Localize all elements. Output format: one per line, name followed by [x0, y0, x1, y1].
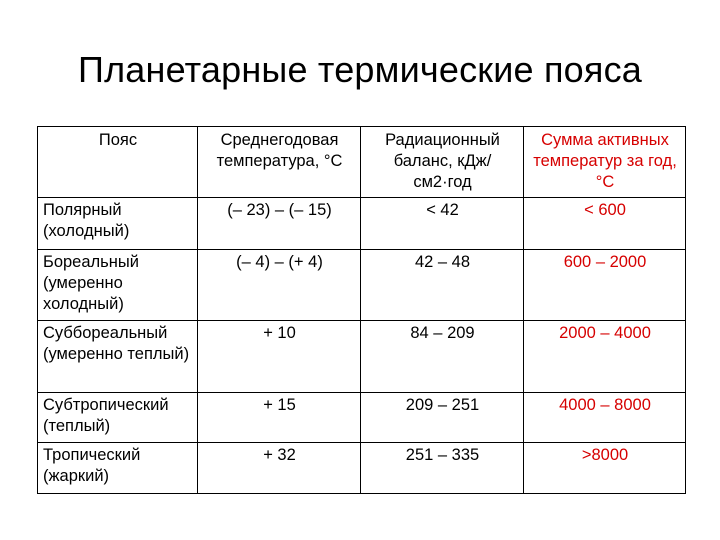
belt-name: Суббореальный (умеренно теплый): [38, 321, 198, 393]
avg-temperature: (– 4) – (+ 4): [198, 250, 361, 321]
radiation-balance: < 42: [361, 198, 524, 250]
header-active-temperature-sum: Сумма активных температур за год, °С: [524, 127, 686, 198]
belt-name: Субтропический (теплый): [38, 393, 198, 443]
thermal-belts-table: [37, 126, 686, 494]
radiation-balance: 209 – 251: [361, 393, 524, 443]
active-temperature-sum: < 600: [524, 198, 686, 250]
belt-name: Полярный (холодный): [38, 198, 198, 250]
header-belt: Пояс: [38, 127, 198, 198]
avg-temperature: (– 23) – (– 15): [198, 198, 361, 250]
table-row: [38, 250, 686, 321]
table-row: [38, 443, 686, 494]
table-row: [38, 321, 686, 393]
belt-name: Тропический (жаркий): [38, 443, 198, 494]
active-temperature-sum: 4000 – 8000: [524, 393, 686, 443]
table-row: [38, 198, 686, 250]
radiation-balance: 251 – 335: [361, 443, 524, 494]
active-temperature-sum: 600 – 2000: [524, 250, 686, 321]
radiation-balance: 42 – 48: [361, 250, 524, 321]
header-avg-temperature: Среднегодовая температура, °С: [198, 127, 361, 198]
active-temperature-sum: >8000: [524, 443, 686, 494]
active-temperature-sum: 2000 – 4000: [524, 321, 686, 393]
avg-temperature: + 15: [198, 393, 361, 443]
radiation-balance: 84 – 209: [361, 321, 524, 393]
table-header-row: [38, 127, 686, 198]
table-row: [38, 393, 686, 443]
page-title: Планетарные термические пояса: [78, 49, 642, 90]
avg-temperature: + 32: [198, 443, 361, 494]
belt-name: Бореальный (умеренно холодный): [38, 250, 198, 321]
avg-temperature: + 10: [198, 321, 361, 393]
header-radiation-balance: Радиационный баланс, кДж/см2·год: [361, 127, 524, 198]
